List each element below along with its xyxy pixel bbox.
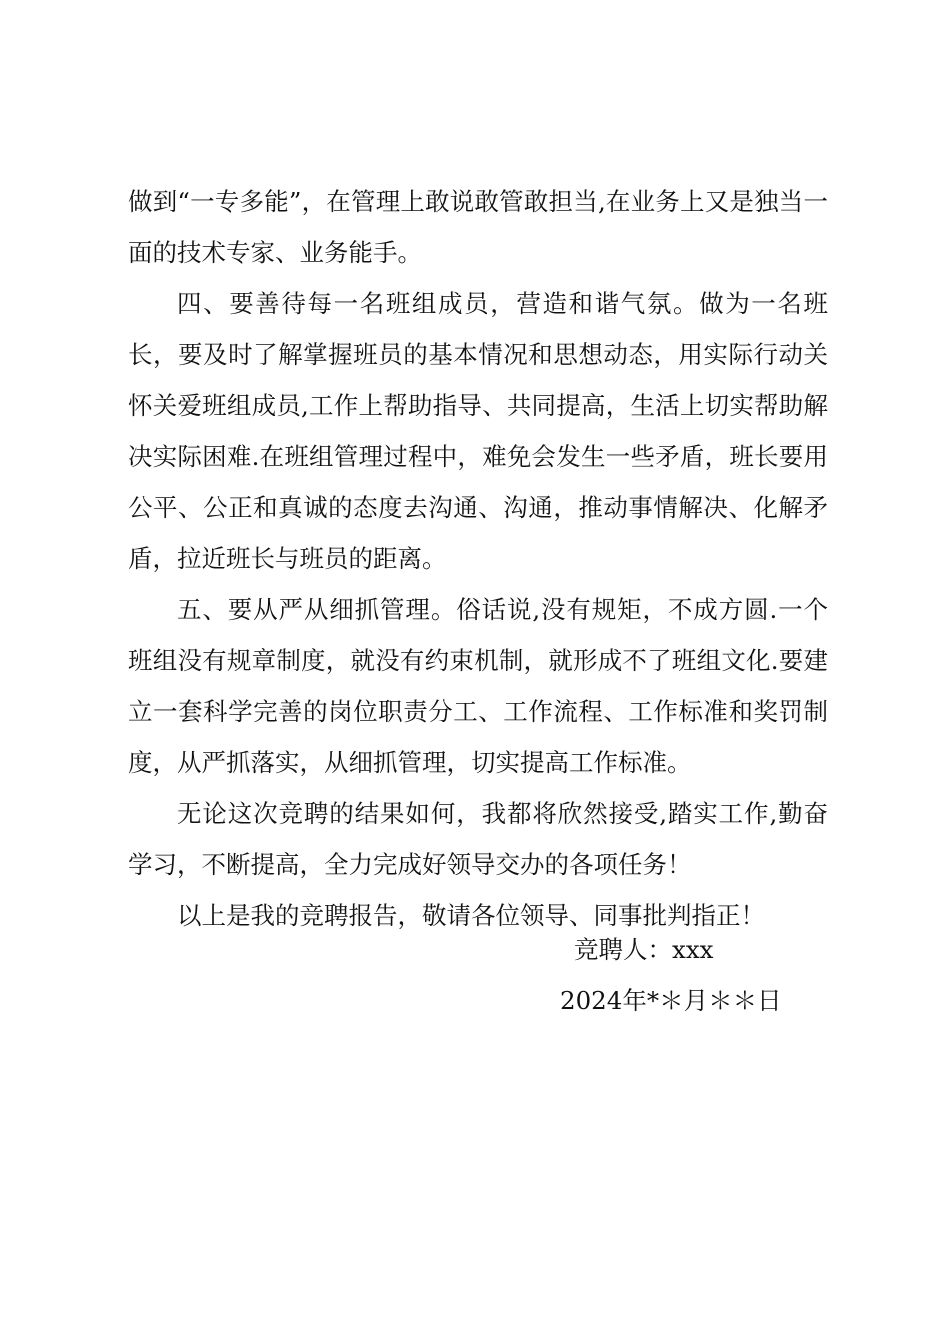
paragraph-2-heading: 四、要善待每一名班组成员，营造和谐气氛。 <box>177 289 700 318</box>
paragraph-1-text: 做到“一专多能”，在管理上敢说敢管敢担当,在业务上又是独当一面的技术专家、业务能手。 <box>128 187 828 267</box>
paragraph-2-text: 做为一名班长，要及时了解掌握班员的基本情况和思想动态，用实际行动关怀关爱班组成员,工作上帮助指导、共同提高，生活上切实帮助解决实际困难.在班组管理过程中，难免会发生一些矛盾，班长要用公平、公正和真诚的态度去沟通、沟通，推动事情解决、化解矛盾，拉近班长与班员的距离。 <box>128 289 829 573</box>
date-line: 2024年*＊月＊＊日 <box>560 986 782 1015</box>
paragraph-4 <box>128 788 828 890</box>
paragraph-5-text: 以上是我的竞聘报告，敬请各位领导、同事批判指正！ <box>177 901 765 930</box>
paragraph-1 <box>128 176 828 278</box>
paragraph-3-text: 俗话说,没有规矩，不成方圆.一个班组没有规章制度，就没有约束机制，就形成不了班组文化.要建立一套科学完善的岗位职责分工、工作流程、工作标准和奖罚制度，从严抓落实，从细抓管理，切实提高工作标准。 <box>128 595 829 777</box>
paragraph-3 <box>128 584 828 788</box>
signer-line: 竞聘人：xxx <box>574 935 714 964</box>
paragraph-4-text: 无论这次竞聘的结果如何，我都将欣然接受,踏实工作,勤奋学习，不断提高，全力完成好领导交办的各项任务！ <box>128 799 828 879</box>
paragraph-3-heading: 五、要从严从细抓管理。 <box>177 595 457 624</box>
paragraph-5 <box>128 890 828 941</box>
paragraph-2 <box>128 278 828 584</box>
document-body <box>128 176 828 941</box>
